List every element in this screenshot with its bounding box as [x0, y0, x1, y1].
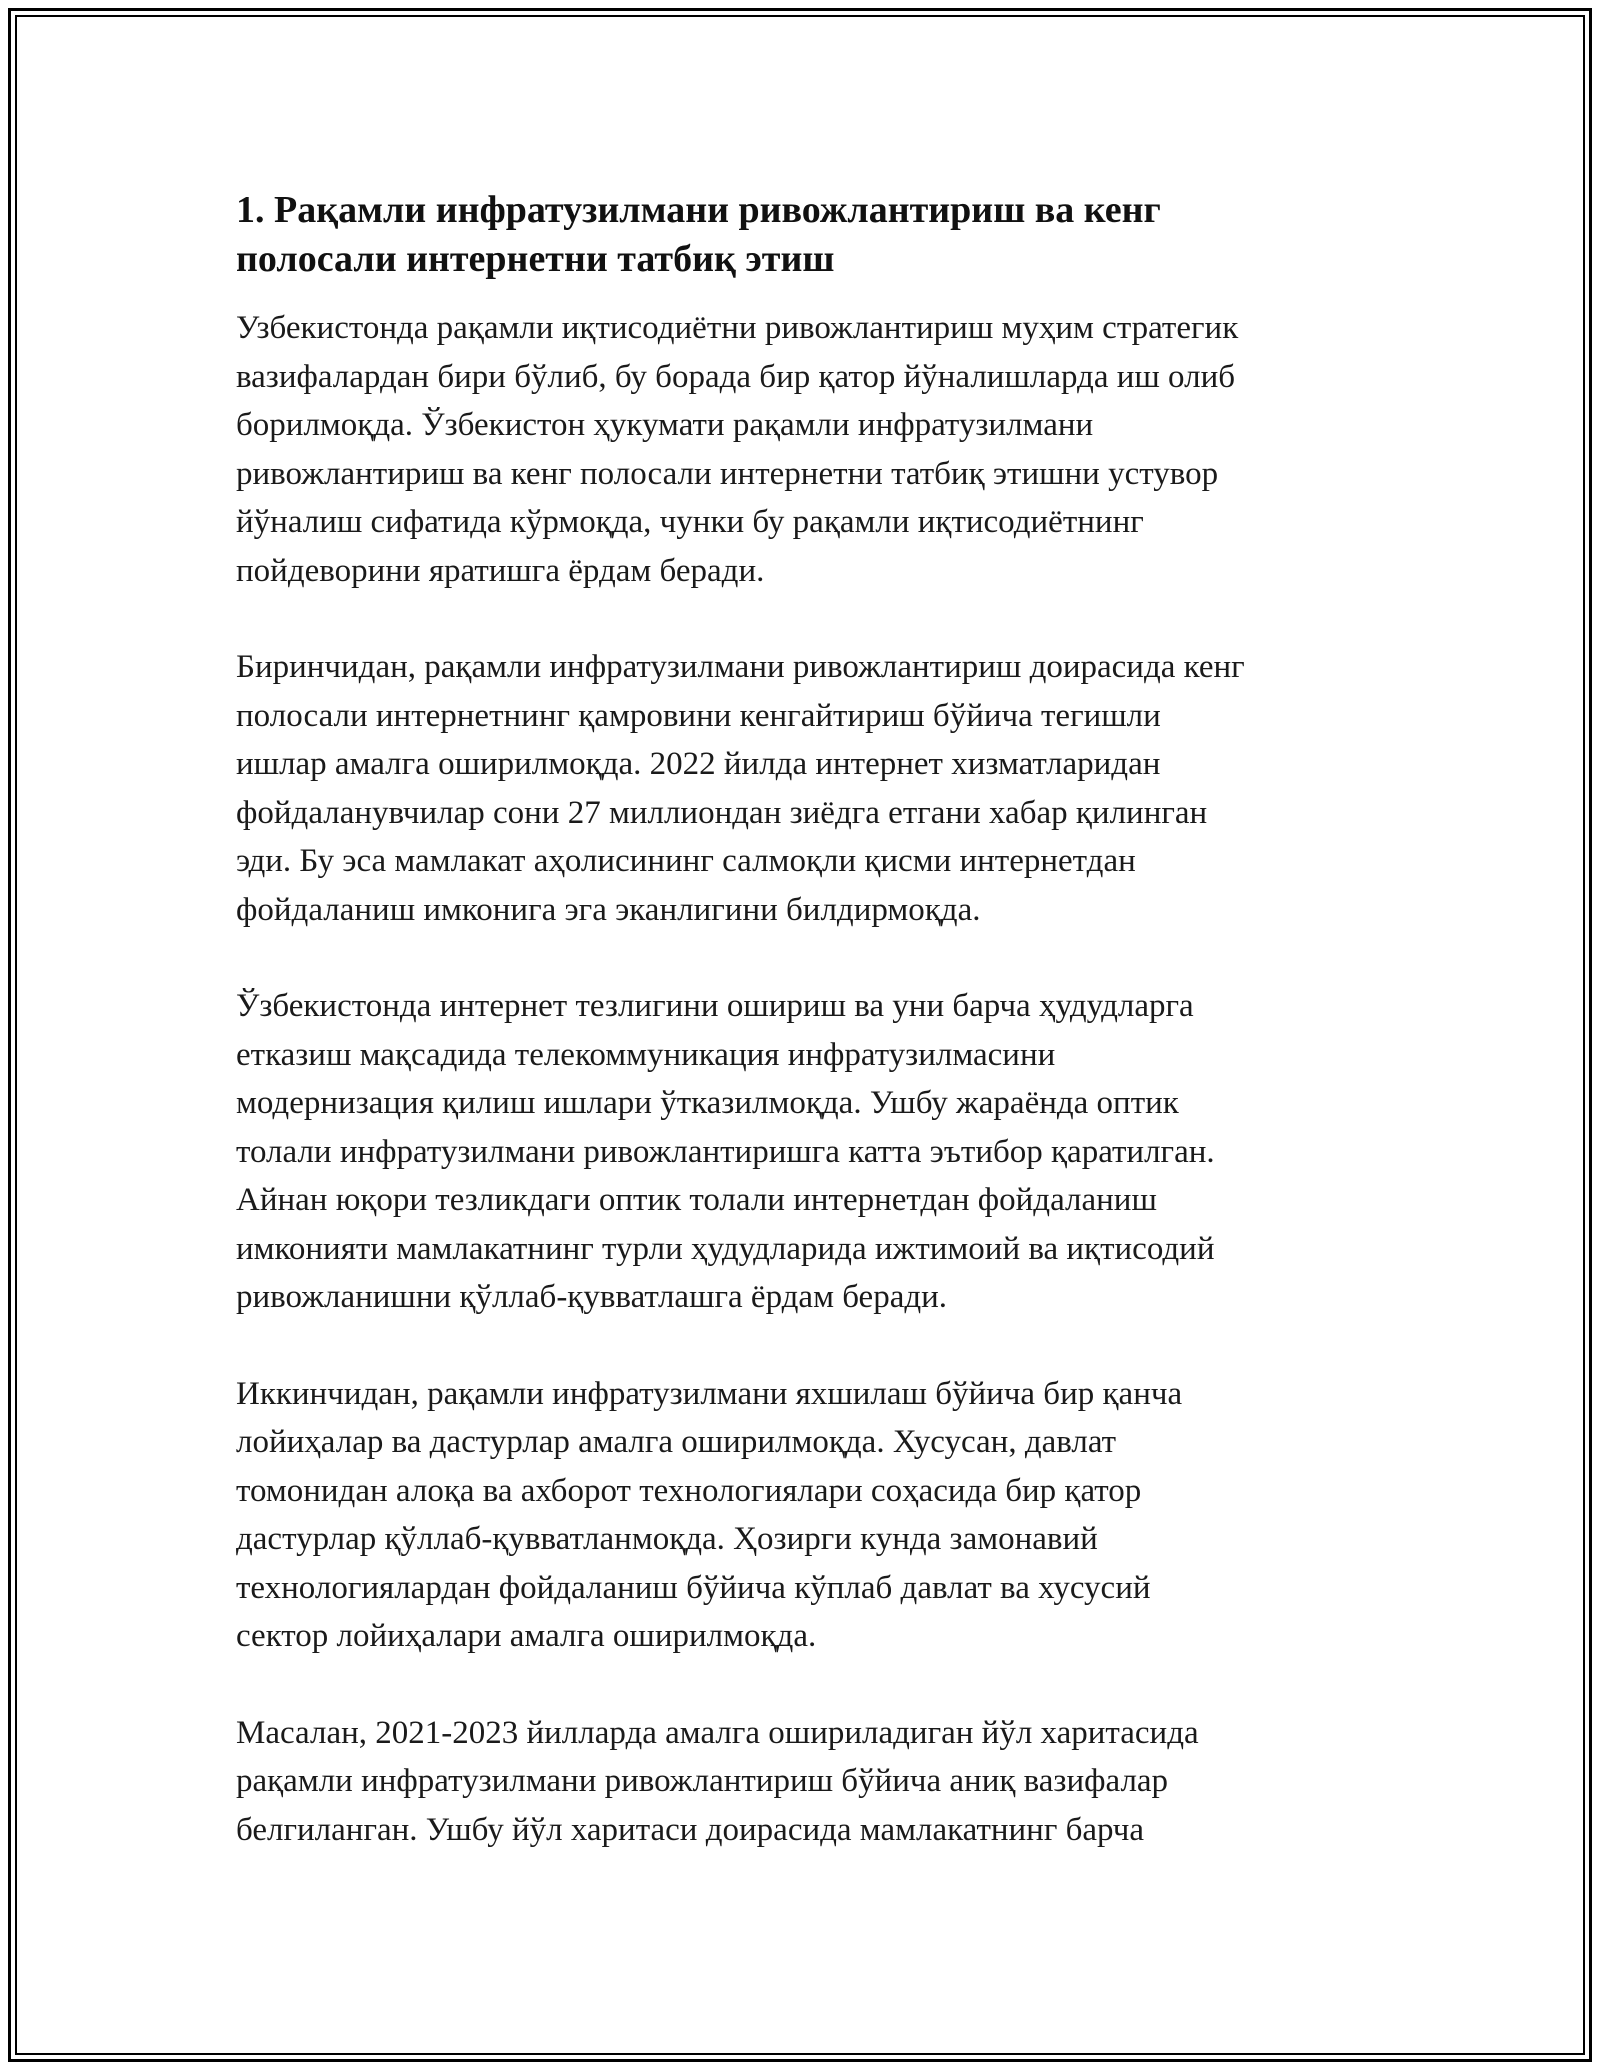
paragraph-first [236, 643, 1366, 934]
section-heading [236, 186, 1366, 284]
paragraph-speed [236, 982, 1366, 1322]
paragraph-example [236, 1709, 1366, 1855]
heading-line: полосали интернетни татбиқ этиш [236, 238, 835, 280]
paragraph-line: йўналиш сифатида кўрмоқда, чунки бу рақамли иқтисодиётнинг [236, 504, 1144, 540]
paragraph-line: рақамли инфратузилмани ривожлантириш бўйича аниқ вазифалар [236, 1763, 1169, 1799]
paragraph-line: полосали интернетнинг қамровини кенгайтириш бўйича тегишли [236, 697, 1161, 734]
paragraph-line: технологиялардан фойдаланиш бўйича кўплаб давлат ва хусусий [236, 1569, 1151, 1606]
paragraph-line: Ўзбекистонда интернет тезлигини ошириш ва уни барча ҳудудларга [236, 988, 1194, 1024]
paragraph-line: сектор лойиҳалари амалга оширилмоқда. [236, 1618, 817, 1654]
paragraph-line: ривожланишни қўллаб-қувватлашга ёрдам беради. [236, 1279, 948, 1315]
paragraph-line: Биринчидан, рақамли инфратузилмани ривожлантириш доирасида кенг [236, 649, 1245, 685]
paragraph-line: толали инфратузилмани ривожлантиришга катта эътибор қаратилган. [236, 1133, 1215, 1170]
paragraph-line: дастурлар қўллаб-қувватланмоқда. Ҳозирги кунда замонавий [236, 1521, 1098, 1557]
paragraph-line: борилмоқда. Ўзбекистон ҳукумати рақамли инфратузилмани [236, 407, 1094, 443]
document-body [236, 186, 1366, 1902]
paragraph-line: имконияти мамлакатнинг турли ҳудудларида ижтимоий ва иқтисодий [236, 1230, 1215, 1267]
paragraph-line: ривожлантириш ва кенг полосали интернетни татбиқ этишни устувор [236, 455, 1219, 492]
paragraph-line: етказиш мақсадида телекоммуникация инфратузилмасини [236, 1036, 1056, 1073]
paragraph-line: Узбекистонда рақамли иқтисодиётни ривожлантириш муҳим стратегик [236, 310, 1239, 346]
paragraph-line: томонидан алоқа ва ахборот технологиялари соҳасида бир қатор [236, 1472, 1142, 1509]
paragraph-line: эди. Бу эса мамлакат аҳолисининг салмоқли қисми интернетдан [236, 843, 1136, 879]
paragraph-line: лойиҳалар ва дастурлар амалга оширилмоқда. Хусусан, давлат [236, 1424, 1117, 1460]
paragraph-line: Масалан, 2021-2023 йилларда амалга ошириладиган йўл харитасида [236, 1714, 1199, 1751]
heading-line: 1. Рақамли инфратузилмани ривожлантириш ва кенг [236, 189, 1161, 231]
paragraph-intro [236, 304, 1366, 595]
paragraph-second [236, 1370, 1366, 1661]
paragraph-line: модернизация қилиш ишлари ўтказилмоқда. Ушбу жараёнда оптик [236, 1085, 1179, 1121]
paragraph-line: фойдаланувчилар сони 27 миллиондан зиёдга етгани хабар қилинган [236, 794, 1208, 831]
paragraph-line: белгиланган. Ушбу йўл харитаси доирасида мамлакатнинг барча [236, 1811, 1144, 1848]
paragraph-line: Айнан юқори тезликдаги оптик толали интернетдан фойдаланиш [236, 1182, 1157, 1218]
paragraph-line: фойдаланиш имконига эга эканлигини билдирмоқда. [236, 891, 981, 928]
paragraph-line: Иккинчидан, рақамли инфратузилмани яхшилаш бўйича бир қанча [236, 1375, 1183, 1412]
paragraph-line: вазифалардан бири бўлиб, бу борада бир қатор йўналишларда иш олиб [236, 358, 1236, 395]
paragraph-line: ишлар амалга оширилмоқда. 2022 йилда интернет хизматларидан [236, 746, 1161, 782]
paragraph-line: пойдеворини яратишга ёрдам беради. [236, 552, 765, 589]
